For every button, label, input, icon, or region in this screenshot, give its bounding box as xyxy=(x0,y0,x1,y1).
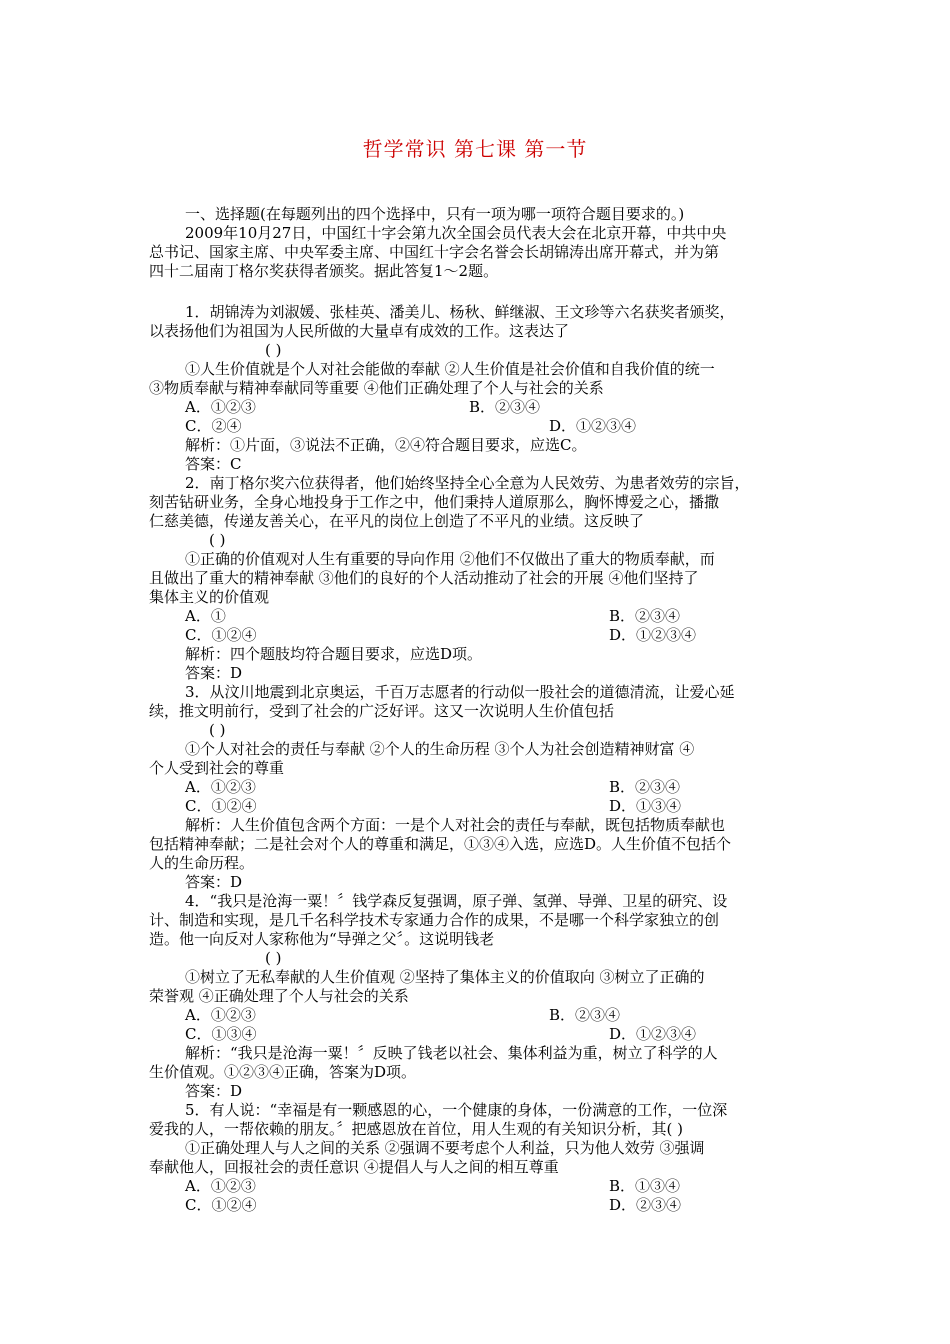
q5-item: ①正确处理人与人之间的关系 ②强调不要考虑个人利益，只为他人效劳 ③强调 xyxy=(185,1139,705,1157)
q3-option-c: C．①②④ xyxy=(185,797,257,815)
q1-option-b: B．②③④ xyxy=(469,398,541,416)
q1-options-row xyxy=(149,398,809,417)
q4-answer: 答案：D xyxy=(185,1082,243,1100)
q2-analysis: 解析：四个题肢均符合题目要求，应选D项。 xyxy=(185,645,483,663)
q3-stem: 续，推文明前行，受到了社会的广泛好评。这又一次说明人生价值包括 xyxy=(149,702,615,720)
q1-item: ①人生价值就是个人对社会能做的奉献 ②人生价值是社会价值和自我价值的统一 xyxy=(185,360,715,378)
q4-item: 荣誉观 ④正确处理了个人与社会的关系 xyxy=(149,987,409,1005)
spacer xyxy=(149,281,809,303)
q1-answer-blank: ( ) xyxy=(265,341,282,359)
q4-stem: 造。他一向反对人家称他为“导弹之父〞。这说明钱老 xyxy=(149,930,495,948)
q3-option-d: D．①③④ xyxy=(609,797,682,815)
q5-options-row xyxy=(149,1177,809,1196)
q3-item: 个人受到社会的尊重 xyxy=(149,759,285,777)
q3-answer: 答案：D xyxy=(185,873,243,891)
q1-option-c: C．②④ xyxy=(185,417,242,435)
q1-option-a: A．①②③ xyxy=(185,398,256,416)
q2-item: 且做出了重大的精神奉献 ③他们的良好的个人活动推动了社会的开展 ④他们坚持了 xyxy=(149,569,699,587)
q2-stem: 2．南丁格尔奖六位获得者，他们始终坚持全心全意为人民效劳、为患者效劳的宗旨， xyxy=(185,474,750,492)
q5-option-d: D．②③④ xyxy=(609,1196,682,1214)
q1-item: ③物质奉献与精神奉献同等重要 ④他们正确处理了个人与社会的关系 xyxy=(149,379,604,397)
q2-answer: 答案：D xyxy=(185,664,243,682)
q5-options-row xyxy=(149,1196,809,1215)
q1-stem: 以表扬他们为祖国为人民所做的大量卓有成效的工作。这表达了 xyxy=(149,322,570,340)
q1-stem: 1．胡锦涛为刘淑媛、张桂英、潘美儿、杨秋、鲜继淑、王文珍等六名获奖者颁奖， xyxy=(185,303,735,321)
q3-item: ①个人对社会的责任与奉献 ②个人的生命历程 ③个人为社会创造精神财富 ④ xyxy=(185,740,695,758)
q2-options-row xyxy=(149,626,809,645)
q4-analysis: 解析：“我只是沧海一粟！〞反映了钱老以社会、集体利益为重，树立了科学的人 xyxy=(185,1044,718,1062)
q5-item: 奉献他人，回报社会的责任意识 ④提倡人与人之间的相互尊重 xyxy=(149,1158,559,1176)
q3-answer-blank: ( ) xyxy=(209,721,226,739)
q5-stem: 爱我的人，一帮依赖的朋友。〞把感恩放在首位，用人生观的有关知识分析，其( ) xyxy=(149,1120,683,1138)
q3-analysis: 人的生命历程。 xyxy=(149,854,255,872)
q2-answer-blank: ( ) xyxy=(209,531,226,549)
intro-line: 2009年10月27日，中国红十字会第九次全国会员代表大会在北京开幕，中共中央 xyxy=(185,224,727,242)
page-title: 哲学常识 第七课 第一节 xyxy=(362,137,588,161)
q2-stem: 刻苦钻研业务，全身心地投身于工作之中，他们秉持人道原那么，胸怀博爱之心，播撒 xyxy=(149,493,720,511)
document-body xyxy=(149,205,809,1215)
q2-options-row xyxy=(149,607,809,626)
q4-options-row xyxy=(149,1006,809,1025)
q5-option-a: A．①②③ xyxy=(185,1177,256,1195)
intro-line: 总书记、国家主席、中央军委主席、中国红十字会名誉会长胡锦涛出席开幕式，并为第 xyxy=(149,243,720,261)
intro-line: 四十二届南丁格尔奖获得者颁奖。据此答复1～2题。 xyxy=(149,262,499,280)
q3-options-row xyxy=(149,778,809,797)
q4-option-d: D．①②③④ xyxy=(609,1025,697,1043)
q2-option-b: B．②③④ xyxy=(609,607,681,625)
q4-item: ①树立了无私奉献的人生价值观 ②坚持了集体主义的价值取向 ③树立了正确的 xyxy=(185,968,705,986)
q4-option-b: B．②③④ xyxy=(549,1006,621,1024)
q4-option-a: A．①②③ xyxy=(185,1006,256,1024)
q3-stem: 3．从汶川地震到北京奥运，千百万志愿者的行动似一股社会的道德清流，让爱心延 xyxy=(185,683,735,701)
q2-stem: 仁慈美德，传递友善关心，在平凡的岗位上创造了不平凡的业绩。这反映了 xyxy=(149,512,645,530)
q4-stem: 4．“我只是沧海一粟！〞钱学森反复强调，原子弹、氢弹、导弹、卫星的研究、设 xyxy=(185,892,728,910)
q4-option-c: C．①③④ xyxy=(185,1025,257,1043)
q4-stem: 计、制造和实现，是几千名科学技术专家通力合作的成果，不是哪一个科学家独立的创 xyxy=(149,911,720,929)
q4-analysis: 生价值观。①②③④正确，答案为D项。 xyxy=(149,1063,417,1081)
q4-options-row xyxy=(149,1025,809,1044)
q5-option-c: C．①②④ xyxy=(185,1196,257,1214)
section-heading: 一、选择题(在每题列出的四个选择中，只有一项为哪一项符合题目要求的。) xyxy=(185,205,685,223)
q3-option-a: A．①②③ xyxy=(185,778,256,796)
q2-option-d: D．①②③④ xyxy=(609,626,697,644)
q4-answer-blank: ( ) xyxy=(265,949,282,967)
q1-option-d: D．①②③④ xyxy=(549,417,637,435)
q3-analysis: 解析：人生价值包含两个方面：一是个人对社会的责任与奉献，既包括物质奉献也 xyxy=(185,816,726,834)
q3-option-b: B．②③④ xyxy=(609,778,681,796)
q5-option-b: B．①③④ xyxy=(609,1177,681,1195)
q1-answer: 答案：C xyxy=(185,455,242,473)
q1-analysis: 解析：①片面，③说法不正确，②④符合题目要求，应选C。 xyxy=(185,436,587,454)
q5-stem: 5．有人说：“幸福是有一颗感恩的心，一个健康的身体，一份满意的工作，一位深 xyxy=(185,1101,728,1119)
q3-options-row xyxy=(149,797,809,816)
q2-option-c: C．①②④ xyxy=(185,626,257,644)
q3-analysis: 包括精神奉献；二是社会对个人的尊重和满足，①③④入选，应选D。人生价值不包括个 xyxy=(149,835,732,853)
q1-options-row xyxy=(149,417,809,436)
q2-item: 集体主义的价值观 xyxy=(149,588,270,606)
q2-option-a: A．① xyxy=(185,607,226,625)
q2-item: ①正确的价值观对人生有重要的导向作用 ②他们不仅做出了重大的物质奉献，而 xyxy=(185,550,715,568)
